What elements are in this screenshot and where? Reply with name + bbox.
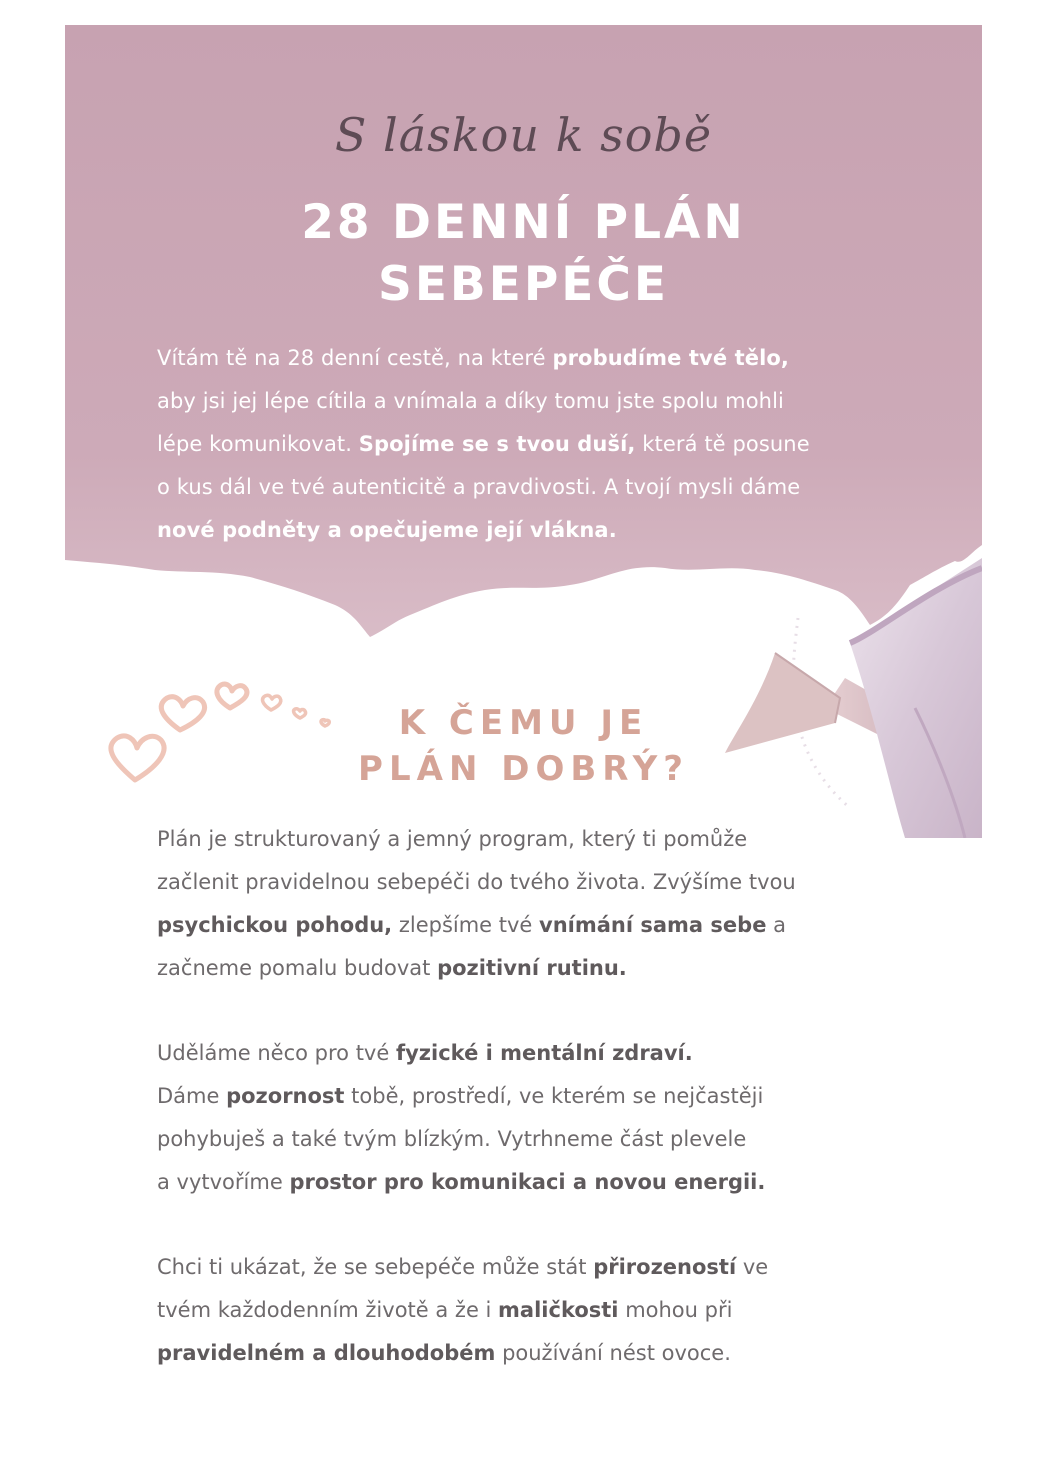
intro-line-2: aby jsi jej lépe cítila a vnímala a díky tomu jste spolu mohli xyxy=(157,389,784,413)
para2-line-1: Uděláme něco pro tvé fyzické i mentální zdraví. xyxy=(157,1041,693,1065)
section-heading-line-2: PLÁN DOBRÝ? xyxy=(358,749,689,789)
para1-line-2: začlenit pravidelnou sebepéči do tvého života. Zvýšíme tvou xyxy=(157,870,796,894)
para2-line-2: Dáme pozornost tobě, prostředí, ve kterém se nejčastěji xyxy=(157,1084,764,1108)
para3-line-1: Chci ti ukázat, že se sebepéče může stát přirozeností ve xyxy=(157,1255,769,1279)
para3-line-2: tvém každodenním životě a že i maličkosti mohou při xyxy=(157,1298,733,1322)
intro-line-1: Vítám tě na 28 denní cestě, na které probudíme tvé tělo, xyxy=(157,346,789,370)
section-heading xyxy=(0,700,1047,792)
intro-line-3: lépe komunikovat. Spojíme se s tvou duší, která tě posune xyxy=(157,432,810,456)
para1-line-4: začneme pomalu budovat pozitivní rutinu. xyxy=(157,956,627,980)
paragraph-benefits xyxy=(157,818,887,990)
paragraph-health xyxy=(157,1032,887,1204)
title-line-2: SEBEPÉČE xyxy=(377,257,670,312)
section-heading-line-1: K ČEMU JE xyxy=(398,703,649,743)
para1-line-1: Plán je strukturovaný a jemný program, který ti pomůže xyxy=(157,827,748,851)
title-line-1: 28 DENNÍ PLÁN xyxy=(301,195,746,250)
page-title xyxy=(0,192,1047,316)
para3-line-3: pravidelném a dlouhodobém používání nést ovoce. xyxy=(157,1341,731,1365)
intro-line-5: nové podněty a opečujeme její vlákna. xyxy=(157,518,617,542)
script-title: S láskou k sobě xyxy=(334,108,713,162)
paragraph-habits xyxy=(157,1246,887,1375)
para2-line-3: pohybuješ a také tvým blízkým. Vytrhneme část plevele xyxy=(157,1127,747,1151)
watering-can-icon xyxy=(700,548,982,838)
para2-line-4: a vytvoříme prostor pro komunikaci a novou energii. xyxy=(157,1170,766,1194)
para1-line-3: psychickou pohodu, zlepšíme tvé vnímání sama sebe a xyxy=(157,913,786,937)
intro-paragraph xyxy=(157,337,887,552)
intro-line-4: o kus dál ve tvé autenticitě a pravdivosti. A tvojí mysli dáme xyxy=(157,475,801,499)
